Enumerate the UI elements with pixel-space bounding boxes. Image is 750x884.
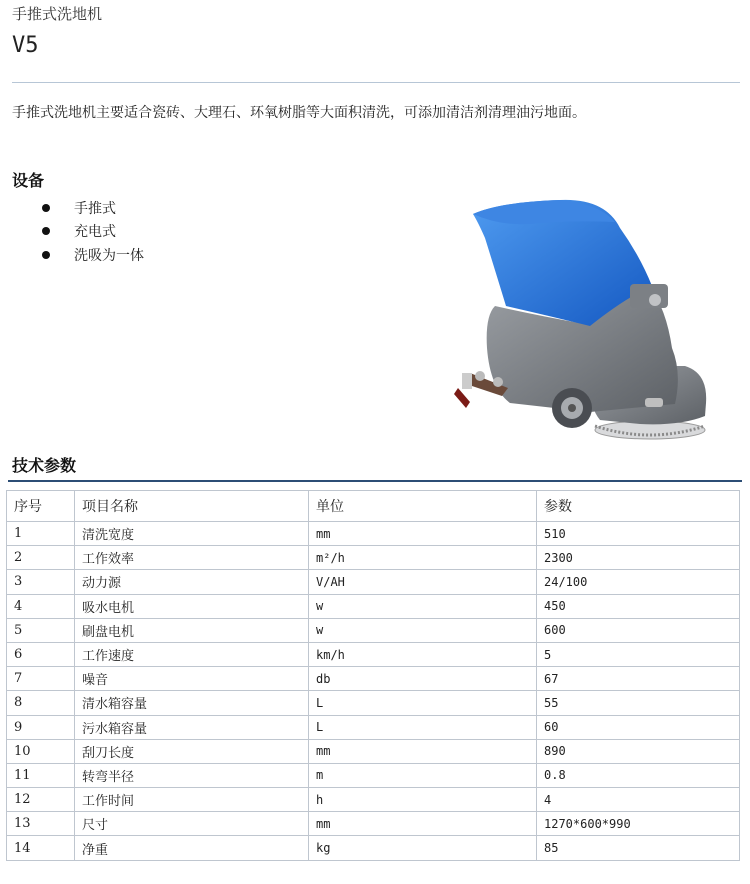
table-row	[7, 691, 740, 715]
table-row	[7, 667, 740, 691]
cell-unit: m²/h	[309, 546, 537, 570]
feature-item	[40, 220, 144, 244]
cell-index: 14	[7, 836, 75, 860]
cell-index: 3	[7, 570, 75, 594]
cell-item: 净重	[75, 836, 309, 860]
cell-index: 7	[7, 667, 75, 691]
cell-item: 尺寸	[75, 812, 309, 836]
bullet-icon	[42, 227, 50, 235]
cell-item: 清水箱容量	[75, 691, 309, 715]
table-row	[7, 763, 740, 787]
cell-index: 1	[7, 522, 75, 546]
feature-label: 充电式	[74, 224, 116, 241]
product-description: 手推式洗地机主要适合瓷砖、大理石、环氧树脂等大面积清洗，可添加清洁剂清理油污地面。	[12, 105, 586, 121]
feature-label: 洗吸为一体	[74, 247, 144, 264]
cell-unit: km/h	[309, 642, 537, 666]
cell-value: 1270*600*990	[537, 812, 740, 836]
floor-scrubber-image	[440, 198, 712, 446]
divider	[12, 82, 740, 83]
cell-index: 6	[7, 642, 75, 666]
table-row	[7, 594, 740, 618]
column-header: 序号	[7, 491, 75, 522]
table-row	[7, 522, 740, 546]
cell-unit: L	[309, 715, 537, 739]
table-row	[7, 570, 740, 594]
cell-index: 2	[7, 546, 75, 570]
cell-value: 2300	[537, 546, 740, 570]
cell-index: 4	[7, 594, 75, 618]
cell-index: 5	[7, 618, 75, 642]
cell-unit: V/AH	[309, 570, 537, 594]
cell-value: 55	[537, 691, 740, 715]
model-title: V5	[12, 33, 39, 58]
feature-item	[40, 196, 144, 220]
cell-index: 12	[7, 788, 75, 812]
table-row	[7, 812, 740, 836]
feature-item	[40, 243, 144, 267]
cell-value: 24/100	[537, 570, 740, 594]
cell-item: 工作速度	[75, 642, 309, 666]
cell-item: 污水箱容量	[75, 715, 309, 739]
cell-unit: h	[309, 788, 537, 812]
cell-unit: mm	[309, 522, 537, 546]
cell-unit: mm	[309, 812, 537, 836]
column-header: 项目名称	[75, 491, 309, 522]
cell-value: 5	[537, 642, 740, 666]
equipment-heading: 设备	[12, 171, 45, 190]
cell-item: 刷盘电机	[75, 618, 309, 642]
table-row	[7, 836, 740, 860]
specs-heading: 技术参数	[12, 456, 77, 475]
specs-table	[6, 490, 740, 861]
cell-value: 0.8	[537, 763, 740, 787]
cell-index: 9	[7, 715, 75, 739]
bullet-icon	[42, 204, 50, 212]
cell-index: 10	[7, 739, 75, 763]
cell-unit: m	[309, 763, 537, 787]
table-row	[7, 546, 740, 570]
cell-item: 噪音	[75, 667, 309, 691]
cell-unit: w	[309, 618, 537, 642]
cell-unit: L	[309, 691, 537, 715]
cell-index: 13	[7, 812, 75, 836]
cell-item: 清洗宽度	[75, 522, 309, 546]
cell-item: 工作时间	[75, 788, 309, 812]
specs-divider	[8, 480, 742, 482]
cell-value: 4	[537, 788, 740, 812]
cell-item: 刮刀长度	[75, 739, 309, 763]
table-row	[7, 618, 740, 642]
cell-value: 85	[537, 836, 740, 860]
feature-list	[40, 196, 144, 267]
column-header: 参数	[537, 491, 740, 522]
cell-value: 450	[537, 594, 740, 618]
page-subtitle: 手推式洗地机	[12, 5, 103, 23]
feature-label: 手推式	[74, 200, 116, 217]
cell-unit: w	[309, 594, 537, 618]
cell-item: 动力源	[75, 570, 309, 594]
cell-unit: db	[309, 667, 537, 691]
table-row	[7, 788, 740, 812]
bullet-icon	[42, 251, 50, 259]
table-row	[7, 642, 740, 666]
table-header-row	[7, 491, 740, 522]
cell-index: 11	[7, 763, 75, 787]
cell-value: 890	[537, 739, 740, 763]
cell-item: 吸水电机	[75, 594, 309, 618]
cell-item: 转弯半径	[75, 763, 309, 787]
column-header: 单位	[309, 491, 537, 522]
cell-unit: mm	[309, 739, 537, 763]
cell-item: 工作效率	[75, 546, 309, 570]
cell-value: 67	[537, 667, 740, 691]
cell-unit: kg	[309, 836, 537, 860]
cell-value: 60	[537, 715, 740, 739]
table-row	[7, 715, 740, 739]
cell-index: 8	[7, 691, 75, 715]
cell-value: 510	[537, 522, 740, 546]
cell-value: 600	[537, 618, 740, 642]
table-row	[7, 739, 740, 763]
